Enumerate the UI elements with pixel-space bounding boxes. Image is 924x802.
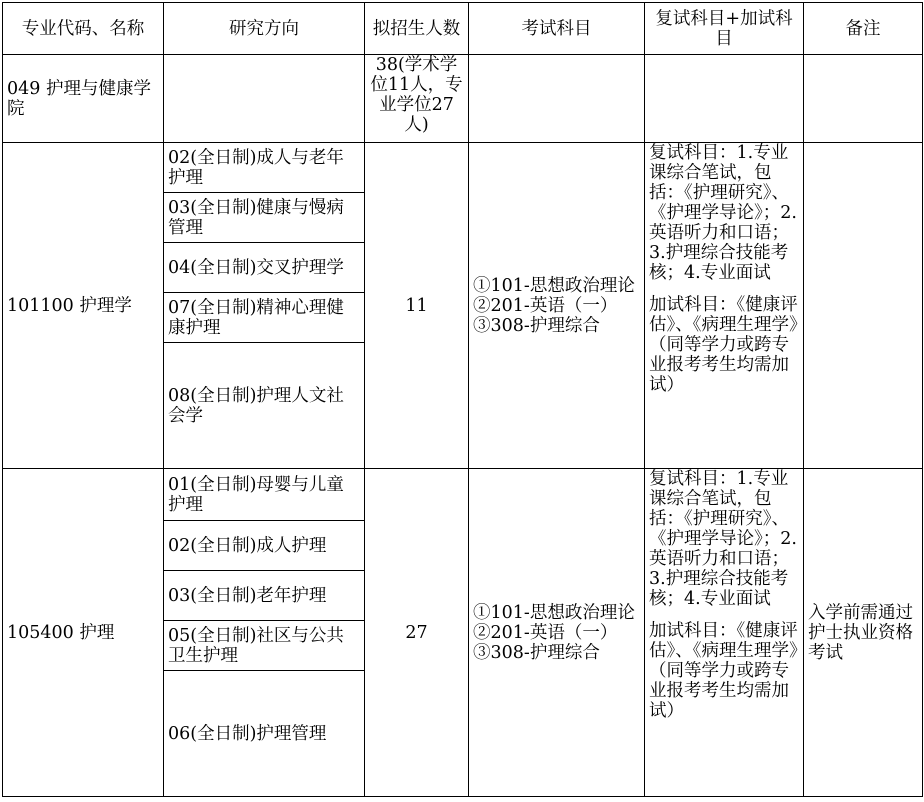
exam-subject: ②201-英语（一） [473, 295, 618, 316]
program-quota: 11 [365, 143, 469, 469]
program-major: 105400 护理 [3, 469, 164, 797]
direction-cell: 03(全日制)健康与慢病管理 [164, 193, 365, 243]
direction-cell: 03(全日制)老年护理 [164, 571, 365, 621]
extra-subjects: 加试科目：《健康评估》、《病理生理学》（同等学力或跨专业报考考生均需加试） [649, 621, 798, 721]
admissions-table [2, 2, 923, 797]
header-row [3, 3, 923, 55]
direction-cell: 02(全日制)成人与老年护理 [164, 143, 365, 193]
header-note: 备注 [804, 3, 923, 55]
retest-subjects: 复试科目：1.专业课综合笔试，包括：《护理研究》、《护理学导论》；2.英语听力和口语；3.护理综合技能考核；4.专业面试 [649, 469, 797, 609]
exam-subject: ①101-思想政治理论 [473, 275, 635, 296]
header-major: 专业代码、名称 [3, 3, 164, 55]
college-exam-empty [469, 55, 645, 143]
program-quota: 27 [365, 469, 469, 797]
program-major: 101100 护理学 [3, 143, 164, 469]
direction-cell: 05(全日制)社区与公共卫生护理 [164, 621, 365, 671]
direction-cell: 08(全日制)护理人文社会学 [164, 343, 365, 469]
exam-subject: ③308-护理综合 [473, 642, 600, 663]
college-row [3, 55, 923, 143]
program-retest [645, 143, 804, 469]
direction-cell: 02(全日制)成人护理 [164, 521, 365, 571]
college-retest-empty [645, 55, 804, 143]
direction-cell: 01(全日制)母婴与儿童护理 [164, 469, 365, 521]
college-quota: 38(学术学位11人，专业学位27人) [365, 55, 469, 143]
exam-subject: ②201-英语（一） [473, 622, 618, 643]
header-exam: 考试科目 [469, 3, 645, 55]
exam-subject: ③308-护理综合 [473, 315, 600, 336]
extra-subjects: 加试科目：《健康评估》、《病理生理学》（同等学力或跨专业报考考生均需加试） [649, 295, 798, 395]
program-row [3, 143, 923, 193]
college-note-empty [804, 55, 923, 143]
direction-cell: 04(全日制)交叉护理学 [164, 243, 365, 293]
college-name: 049 护理与健康学院 [3, 55, 164, 143]
program-row [3, 469, 923, 521]
direction-cell: 07(全日制)精神心理健康护理 [164, 293, 365, 343]
exam-subject: ①101-思想政治理论 [473, 602, 635, 623]
header-direction: 研究方向 [164, 3, 365, 55]
direction-cell: 06(全日制)护理管理 [164, 671, 365, 797]
program-exam [469, 469, 645, 797]
college-direction-empty [164, 55, 365, 143]
program-retest [645, 469, 804, 797]
program-exam [469, 143, 645, 469]
program-note [804, 143, 923, 469]
program-note: 入学前需通过护士执业资格考试 [804, 469, 923, 797]
header-quota: 拟招生人数 [365, 3, 469, 55]
header-retest: 复试科目+加试科目 [645, 3, 804, 55]
retest-subjects: 复试科目：1.专业课综合笔试，包括：《护理研究》、《护理学导论》；2.英语听力和口语；3.护理综合技能考核；4.专业面试 [649, 143, 797, 283]
